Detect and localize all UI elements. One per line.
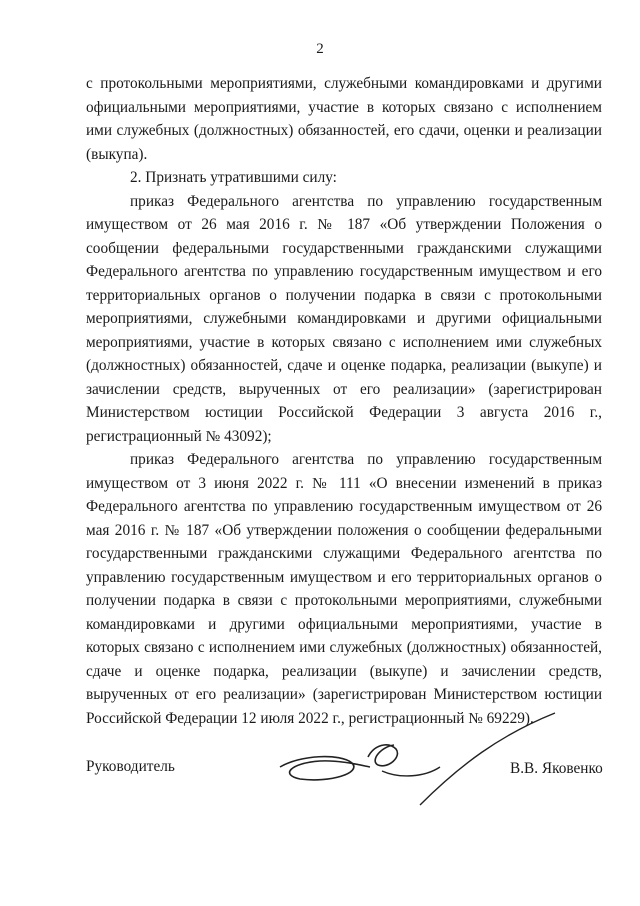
paragraph-continuation: с протокольными мероприятиями, служебными командировками и другими официальными мероприятиями, участие в которых связано с исполнением ими служебных (должностных) обязанностей, его сдачи, оценки и реализации (выкупа). <box>86 75 602 163</box>
paragraph-order-2022: приказ Федерального агентства по управлению государственным имуществом от 3 июня 2022 г. № 111 «О внесении изменений в приказ Федерального агентства по управлению государственным имуществом от 26 мая 2016 г. № 187 «Об утверждении положения о сообщении федеральными государственными гражданскими служащими Федерального агентства по управлению государственным имуществом и его территориальных органов о получении подарка в связи с протокольными мероприятиями, служебными командировками и другими официальными мероприятиями, участие в которых связано с исполнением ими служебных (должностных) обязанностей, сдаче и оценке подарка, реализации (выкупе) и зачислении средств, вырученных от его реализации» (зарегистрирован Министерством юстиции Российской Федерации 12 июля 2022 г., регистрационный № 69229). <box>86 451 602 727</box>
page-number: 2 <box>316 41 324 57</box>
signatory-name: В.В. Яковенко <box>510 760 603 777</box>
paragraph-item-2: 2. Признать утратившими силу: <box>130 169 337 186</box>
paragraph-order-2016: приказ Федерального агентства по управлению государственным имуществом от 26 мая 2016 г. № 187 «Об утверждении Положения о сообщении федеральными государственными гражданскими служащими Федерального агентства по управлению государственным имуществом и его территориальных органов о получении подарка в связи с протокольными мероприятиями, служебными командировками и другими официальными мероприятиями, участие в которых связано с исполнением ими служебных (должностных) обязанностей, сдаче и оценке подарка, реализации (выкупе) и зачислении средств, вырученных от его реализации» (зарегистрирован Министерством юстиции Российской Федерации 3 августа 2016 г., регистрационный № 43092); <box>86 192 602 445</box>
signatory-position: Руководитель <box>86 758 175 775</box>
document-body <box>86 72 602 730</box>
